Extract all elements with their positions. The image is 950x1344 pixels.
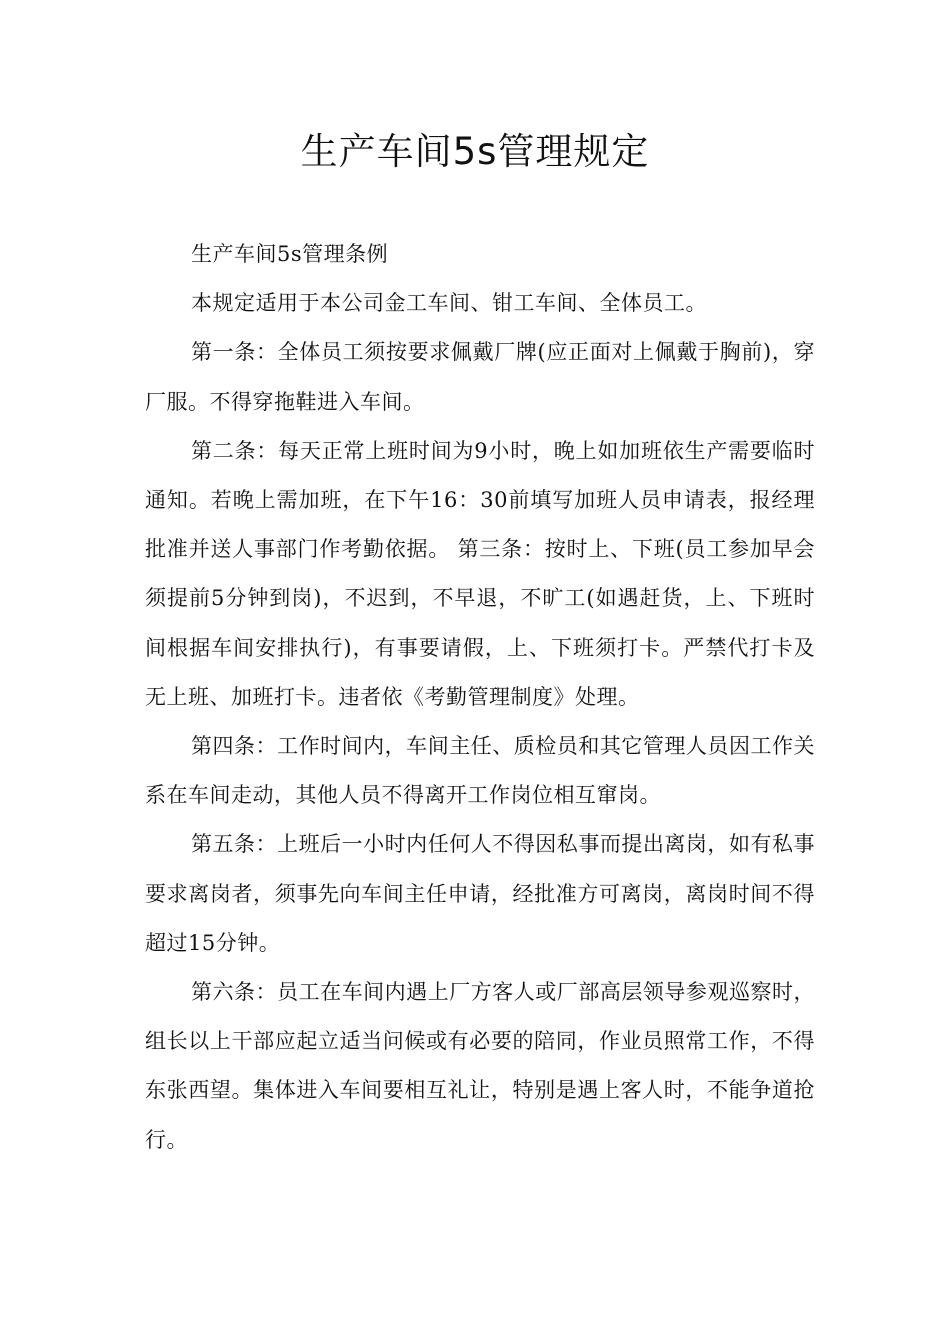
paragraph-article-6: 第六条：员工在车间内遇上厂方客人或厂部高层领导参观巡察时，组长以上干部应起立适当问候或有必要的陪同，作业员照常工作，不得东张西望。集体进入车间要相互礼让，特别是遇上客人时，不能争道抢行。 bbox=[145, 980, 815, 1152]
paragraph-article-4: 第四条：工作时间内，车间主任、质检员和其它管理人员因工作关系在车间走动，其他人员不得离开工作岗位相互窜岗。 bbox=[145, 734, 815, 808]
paragraph-scope: 本规定适用于本公司金工车间、钳工车间、全体员工。 bbox=[191, 291, 707, 316]
document-body bbox=[145, 230, 815, 1165]
paragraph-article-5: 第五条：上班后一小时内任何人不得因私事而提出离岗，如有私事要求离岗者，须事先向车间主任申请，经批准方可离岗，离岗时间不得超过15分钟。 bbox=[145, 832, 815, 955]
paragraph-article-2-3: 第二条：每天正常上班时间为9小时，晚上如加班依生产需要临时通知。若晚上需加班，在下午16：30前填写加班人员申请表，报经理批准并送人事部门作考勤依据。 第三条：按时上、下班(员工参加早会须提前5分钟到岗)，不迟到，不早退，不旷工(如遇赶货，上、下班时间根据车间安排执行)，有事要请假，上、下班须打卡。严禁代打卡及无上班、加班打卡。违者依《考勤管理制度》处理。 bbox=[145, 438, 815, 709]
paragraph-subtitle: 生产车间5s管理条例 bbox=[191, 242, 389, 266]
paragraph-article-1: 第一条：全体员工须按要求佩戴厂牌(应正面对上佩戴于胸前)，穿厂服。不得穿拖鞋进入车间。 bbox=[145, 340, 815, 414]
document-title: 生产车间5s管理规定 bbox=[300, 130, 650, 173]
